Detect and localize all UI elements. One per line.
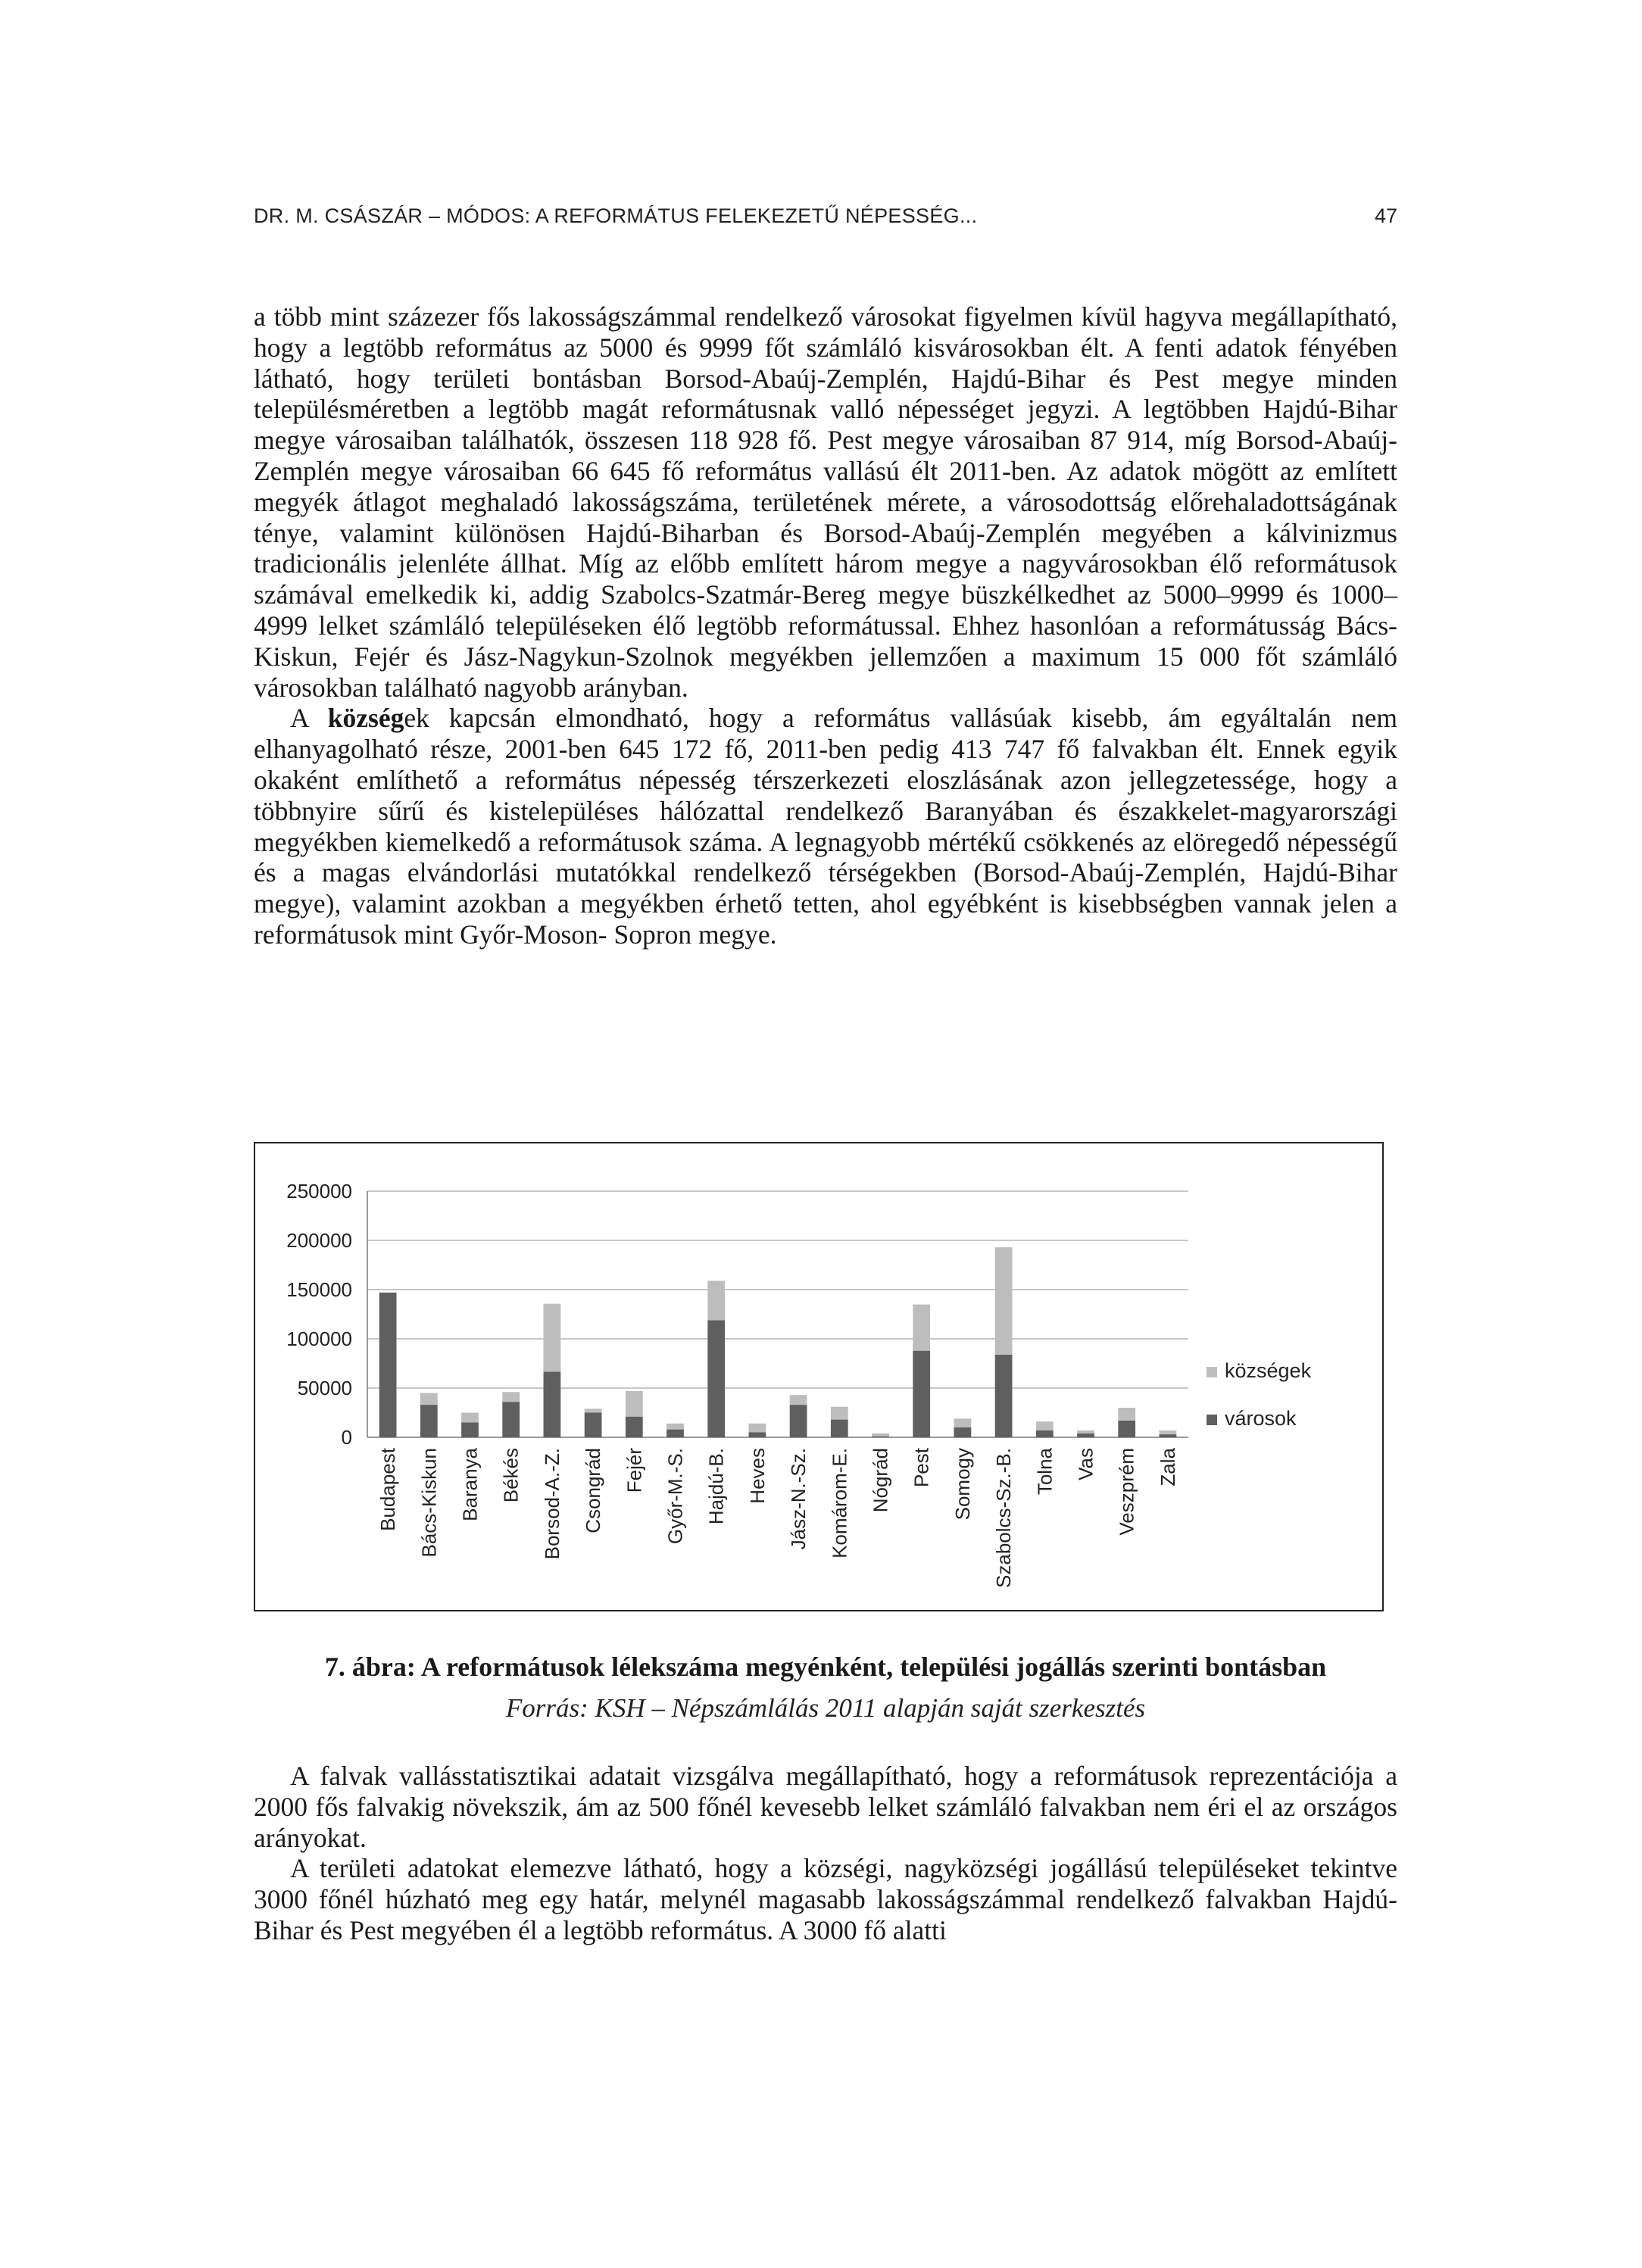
x-tick-label: Baranya xyxy=(458,1448,482,1521)
y-tick-label: 0 xyxy=(341,1426,352,1449)
stacked-bar-chart xyxy=(255,1143,1385,1613)
bar-községek-7 xyxy=(666,1424,684,1430)
x-tick-label: Csongrád xyxy=(582,1448,605,1533)
bar-városok-11 xyxy=(831,1420,848,1437)
bar-városok-13 xyxy=(913,1351,930,1437)
x-tick-label: Nógrád xyxy=(869,1448,892,1513)
bold-term: község xyxy=(327,703,404,734)
y-tick-label: 250000 xyxy=(286,1180,352,1203)
y-tick-label: 50000 xyxy=(297,1377,352,1399)
bar-községek-1 xyxy=(420,1393,438,1405)
bar-városok-4 xyxy=(544,1371,561,1437)
x-tick-label: Heves xyxy=(745,1448,769,1504)
running-header xyxy=(254,204,1397,235)
bar-városok-17 xyxy=(1077,1433,1094,1437)
bar-községek-8 xyxy=(707,1281,725,1320)
bar-városok-5 xyxy=(585,1413,602,1438)
legend-label: városok xyxy=(1225,1407,1297,1430)
x-tick-label: Budapest xyxy=(376,1448,400,1531)
bar-városok-8 xyxy=(707,1320,725,1437)
y-tick-label: 100000 xyxy=(286,1327,352,1350)
paragraph: A területi adatokat elemezve látható, hogy a községi, nagyközségi jogállású településeket tekintve 3000 főnél húzható meg egy határ, melynél magasabb lakosságszámmal rendelkező falvakban Hajdú-Bihar és Pest megyében él a legtöbb református. A 3000 fő alatti xyxy=(254,1853,1397,1945)
y-tick-label: 150000 xyxy=(286,1278,352,1301)
bar-községek-12 xyxy=(872,1433,889,1437)
figure-caption: 7. ábra: A reformátusok lélekszáma megyénként, települési jogállás szerinti bontásban xyxy=(324,1652,1327,1682)
x-tick-label: Zala xyxy=(1156,1448,1179,1487)
bar-községek-15 xyxy=(995,1247,1013,1355)
bar-városok-14 xyxy=(954,1427,972,1437)
bar-községek-19 xyxy=(1160,1430,1177,1434)
text-run: A xyxy=(290,703,328,734)
bar-községek-16 xyxy=(1036,1421,1054,1430)
x-tick-label: Jász-N.-Sz. xyxy=(787,1448,810,1550)
x-tick-label: Szabolcs-Sz.-B. xyxy=(992,1448,1016,1588)
paragraph xyxy=(254,703,1397,950)
x-tick-label: Tolna xyxy=(1033,1448,1057,1496)
bar-városok-9 xyxy=(749,1433,766,1438)
bar-városok-1 xyxy=(420,1405,438,1437)
bar-városok-0 xyxy=(379,1293,397,1437)
x-tick-label: Vas xyxy=(1074,1448,1097,1480)
bar-városok-16 xyxy=(1036,1430,1054,1437)
bar-városok-18 xyxy=(1118,1421,1135,1437)
x-tick-label: Somogy xyxy=(951,1448,974,1521)
bar-községek-10 xyxy=(790,1395,807,1405)
body-text-top xyxy=(254,301,1397,950)
running-title: DR. M. CSÁSZÁR – MÓDOS: A REFORMÁTUS FELEKEZETŰ NÉPESSÉG... xyxy=(254,204,978,227)
chart-frame xyxy=(254,1142,1384,1611)
x-tick-label: Fejér xyxy=(623,1448,646,1493)
bar-községek-13 xyxy=(913,1305,930,1351)
y-tick-label: 200000 xyxy=(286,1229,352,1252)
x-tick-label: Pest xyxy=(910,1448,933,1488)
bar-községek-3 xyxy=(502,1392,520,1402)
bar-városok-19 xyxy=(1160,1434,1177,1437)
bar-községek-6 xyxy=(626,1391,643,1417)
bar-községek-2 xyxy=(461,1413,479,1423)
bar-városok-3 xyxy=(502,1402,520,1437)
x-tick-label: Komárom-E. xyxy=(828,1448,851,1558)
bar-községek-17 xyxy=(1077,1430,1094,1433)
x-tick-label: Veszprém xyxy=(1115,1448,1138,1536)
bar-városok-7 xyxy=(666,1430,684,1437)
bar-városok-2 xyxy=(461,1423,479,1438)
bar-községek-4 xyxy=(544,1304,561,1372)
x-tick-label: Hajdú-B. xyxy=(704,1448,728,1525)
x-tick-label: Borsod-A.-Z. xyxy=(540,1448,563,1560)
body-text-bottom xyxy=(254,1761,1397,1946)
legend-label: községek xyxy=(1225,1359,1312,1382)
bar-községek-9 xyxy=(749,1424,766,1433)
bar-községek-11 xyxy=(831,1407,848,1420)
bar-városok-10 xyxy=(790,1405,807,1437)
bar-községek-14 xyxy=(954,1418,972,1427)
paragraph: a több mint százezer fős lakosságszámmal rendelkező városokat figyelmen kívül hagyva megállapítható, hogy a legtöbb református az 5000 és 9999 főt számláló kisvárosokban élt. A fenti adatok fényében látható, hogy területi bontásban Borsod-Abaúj-Zemplén, Hajdú-Bihar és Pest megye minden településméretben a legtöbb magát reformátusnak valló népességet jegyzi. A legtöbben Hajdú-Bihar megye városaiban találhatók, összesen 118 928 fő. Pest megye városaiban 87 914, míg Borsod-Abaúj-Zemplén megye városaiban 66 645 fő református vallású élt 2011-ben. Az adatok mögött az említett megyék átlagot meghaladó lakosságszáma, területének mérete, a városodottság előrehaladottságának ténye, valamint különösen Hajdú-Biharban és Borsod-Abaúj-Zemplén megyében a kálvinizmus tradicionális jelenléte állhat. Míg az előbb említett három megye a nagyvárosokban élő reformátusok számával emelkedik ki, addig Szabolcs-Szatmár-Bereg megye büszkélkedhet az 5000–9999 és 1000–4999 lelket számláló településeken élő legtöbb reformátussal. Ehhez hasonlóan a reformátusság Bács-Kiskun, Fejér és Jász-Nagykun-Szolnok megyékben jellemzően a maximum 15 000 főt számláló városokban található nagyobb arányban. xyxy=(254,301,1397,703)
page-number: 47 xyxy=(1374,204,1397,227)
bar-községek-5 xyxy=(585,1409,602,1412)
x-tick-label: Bács-Kiskun xyxy=(417,1448,441,1558)
legend-swatch xyxy=(1207,1415,1217,1425)
bar-városok-15 xyxy=(995,1355,1013,1437)
text-run: ek kapcsán elmondható, hogy a református vallásúak kisebb, ám egyáltalán nem elhanyagolható része, 2001-ben 645 172 fő, 2011-ben pedig 413 747 fő falvakban élt. Ennek egyik okaként említhető a református népesség térszerkezeti eloszlásának azon jellegzetessége, hogy a többnyire sűrű és kistelepüléses hálózattal rendelkező Baranyában és északkelet-magyarországi megyékben kiemelkedő a reformátusok száma. A legnagyobb mértékű csökkenés az elöregedő népességű és a magas elvándorlási mutatókkal rendelkező térségekben (Borsod-Abaúj-Zemplén, Hajdú-Bihar megye), valamint azokban a megyékben érhető tetten, ahol egyébként is kisebbségben vannak jelen a reformátusok mint Győr-Moson- Sopron megye. xyxy=(254,703,1397,950)
paragraph: A falvak vallásstatisztikai adatait vizsgálva megállapítható, hogy a reformátusok reprezentációja a 2000 fős falvakig növekszik, ám az 500 főnél kevesebb lelket számláló falvakban nem éri el az országos arányokat. xyxy=(254,1761,1397,1853)
figure-source: Forrás: KSH – Népszámlálás 2011 alapján saját szerkesztés xyxy=(505,1693,1146,1723)
bar-községek-18 xyxy=(1118,1408,1135,1421)
legend-swatch xyxy=(1207,1367,1217,1377)
x-tick-label: Győr-M.-S. xyxy=(663,1448,687,1545)
x-tick-label: Békés xyxy=(499,1448,523,1503)
bar-városok-6 xyxy=(626,1417,643,1437)
